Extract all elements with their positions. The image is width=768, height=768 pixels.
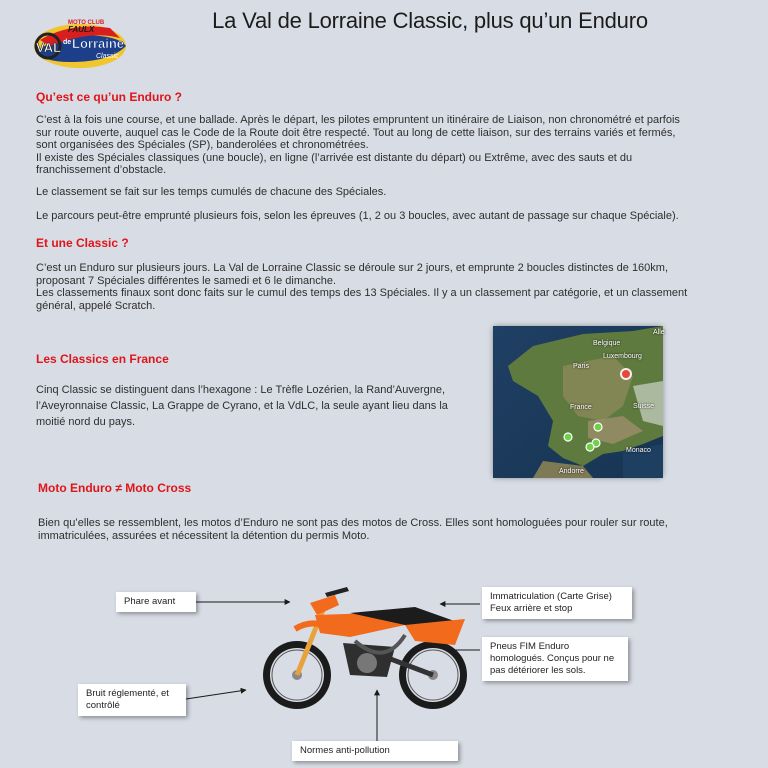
map-label-alle: Alle (653, 329, 665, 336)
map-label-andorre: Andorre (559, 468, 584, 475)
map-label-suisse: Suisse (633, 403, 655, 410)
map-label-paris: Paris (573, 363, 589, 370)
enduro-line: Il existe des Spéciales classiques (une boucle), en ligne (l’arrivée est distante du départ) ou Extrême, avec des sauts et du (36, 151, 633, 164)
france-paragraph (36, 382, 476, 430)
moto-line: immatriculées, assurées et nécessitent la détention du permis Moto. (38, 529, 370, 542)
classic-marker (586, 443, 594, 451)
enduro-parcours: Le parcours peut-être emprunté plusieurs fois, selon les épreuves (1, 2 ou 3 boucles, avec autant de passage sur chaque Spéciale). (36, 210, 679, 222)
vdlc-marker-dot (622, 370, 630, 378)
logo-lorraine: Lorraine (72, 36, 125, 51)
callout-bruit-line: contrôlé (86, 700, 120, 711)
classic-paragraph (36, 262, 736, 312)
france-line: l’Aveyronnaise Classic, La Grappe de Cyrano, et la VdLC, la seule ayant lieu dans la (36, 400, 448, 412)
logo-top-text: MOTO CLUB (68, 20, 105, 26)
enduro-line: C’est à la fois une course, et une ballade. Après le départ, les pilotes empruntent un itinéraire de Liaison, non chronométré et parfois (36, 114, 680, 126)
map-label-monaco: Monaco (626, 447, 651, 454)
callout-normes-text: Normes anti-pollution (300, 745, 390, 756)
heading-moto: Moto Enduro ≠ Moto Cross (38, 481, 192, 495)
logo-val: VAL (36, 40, 62, 55)
map-label-belgique: Belgique (593, 340, 621, 347)
callout-pneus-line: Pneus FIM Enduro (490, 641, 570, 652)
callout-pneus-line: homologués. Conçus pour ne (490, 653, 615, 664)
heading-classic: Et une Classic ? (36, 236, 129, 250)
page-title: La Val de Lorraine Classic, plus qu’un Enduro (212, 8, 648, 33)
callout-phare (116, 592, 196, 612)
moto-line: Bien qu’elles se ressemblent, les motos d’Enduro ne sont pas des motos de Cross. Elles sont homologuées pour rouler sur route, (38, 517, 668, 529)
logo-faulx: FAULX (68, 25, 95, 34)
map-label-france: France (570, 404, 592, 411)
map-label-luxembourg: Luxembourg (603, 353, 642, 360)
enduro-line: sur route ouverte, auquel cas le Code de la Route doit être respecté. Tout au long de cette liaison, sur des terrains variés et fermés, (36, 126, 676, 139)
enduro-line: franchissement d’obstacle. (36, 164, 167, 177)
logo-classic: Classic (96, 53, 119, 60)
moto-paragraph (38, 517, 738, 542)
heading-france: Les Classics en France (36, 352, 169, 366)
enduro-motorcycle-image (255, 575, 475, 725)
callout-pneus (482, 637, 628, 681)
callout-normes (292, 741, 458, 761)
classic-line: Les classements finaux sont donc faits sur le cumul des temps des 13 Spéciales. Il y a un classement par catégorie, et un classement (36, 287, 688, 300)
callout-bruit (78, 684, 186, 716)
heading-enduro: Qu’est ce qu’un Enduro ? (36, 90, 183, 104)
france-line: Cinq Classic se distinguent dans l’hexagone : Le Trèfle Lozérien, la Rand’Auvergne, (36, 384, 446, 396)
callout-bruit-line: Bruit réglementé, et (86, 688, 169, 699)
logo-de: de (63, 39, 72, 46)
classic-line: C’est un Enduro sur plusieurs jours. La Val de Lorraine Classic se déroule sur 2 jours, et emprunte 2 boucles distinctes de 160km, (36, 262, 669, 274)
enduro-classement: Le classement se fait sur les temps cumulés de chacune des Spéciales. (36, 186, 387, 198)
enduro-line: sont organisées des Spéciales (SP), banderolées et chronométrées. (36, 139, 369, 152)
classic-marker (564, 433, 572, 441)
callout-immat-line: Immatriculation (Carte Grise) (490, 591, 612, 602)
callout-immat-line: Feux arrière et stop (490, 603, 573, 614)
enduro-paragraph (36, 114, 736, 177)
france-line: moitié nord du pays. (36, 416, 136, 428)
france-map (493, 326, 663, 478)
callout-phare-text: Phare avant (124, 596, 176, 607)
classic-marker (594, 423, 602, 431)
callout-immatriculation (482, 587, 632, 619)
callout-pneus-line: pas détériorer les sols. (490, 665, 586, 676)
classic-line: proposant 7 Spéciales différentes le samedi et 6 le dimanche. (36, 274, 337, 287)
classic-line: général, appelé Scratch. (36, 299, 156, 312)
club-logo (30, 12, 130, 72)
